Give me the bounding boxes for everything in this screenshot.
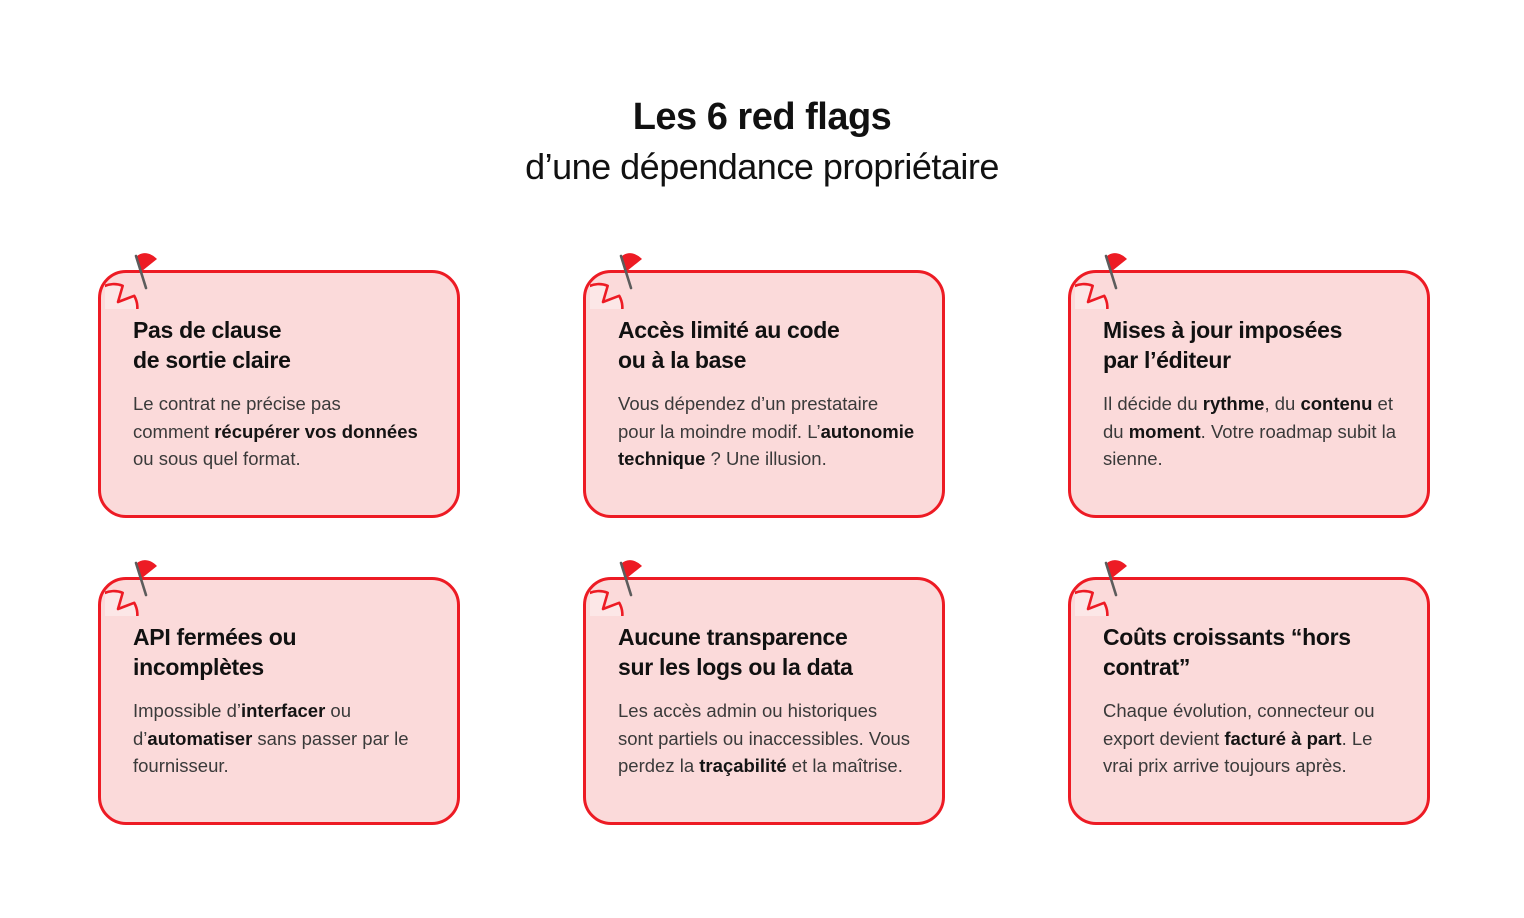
page-header	[0, 92, 1524, 192]
speech-bubble-shape	[105, 591, 137, 616]
card-body: Chaque évolution, connecteur ou export devient facturé à part. Le vrai prix arrive toujours après.	[1103, 700, 1375, 776]
red-flag-icon	[1075, 243, 1141, 309]
card-title: Accès limité au code ou à la base	[618, 317, 840, 373]
card-title: Coûts croissants “hors contrat”	[1103, 624, 1351, 680]
red-flag-card-limited-access	[583, 270, 945, 518]
red-flag-icon	[1075, 550, 1141, 616]
red-flag-card-no-transparency	[583, 577, 945, 825]
red-flag-icon	[105, 550, 171, 616]
card-title: Pas de clause de sortie claire	[133, 317, 291, 373]
red-flag-icon	[105, 243, 171, 309]
card-body: Le contrat ne précise pas comment récupérer vos données ou sous quel format.	[133, 393, 418, 469]
red-flag-card-forced-updates	[1068, 270, 1430, 518]
red-flag-card-no-exit-clause	[98, 270, 460, 518]
speech-bubble-shape	[1075, 591, 1107, 616]
card-body: Impossible d’interfacer ou d’automatiser sans passer par le fournisseur.	[133, 700, 409, 776]
card-body: Les accès admin ou historiques sont partiels ou inaccessibles. Vous perdez la traçabilité et la maîtrise.	[618, 700, 911, 776]
red-flag-icon	[590, 550, 656, 616]
cards-grid	[98, 270, 1430, 825]
speech-bubble-shape	[590, 284, 622, 309]
speech-bubble-shape	[1075, 284, 1107, 309]
speech-bubble-shape	[590, 591, 622, 616]
speech-bubble-shape	[105, 284, 137, 309]
red-flag-card-closed-apis	[98, 577, 460, 825]
card-body: Il décide du rythme, du contenu et du moment. Votre roadmap subit la sienne.	[1103, 393, 1397, 469]
page-title: Les 6 red flags	[632, 96, 892, 138]
red-flag-card-rising-costs	[1068, 577, 1430, 825]
card-body: Vous dépendez d’un prestataire pour la moindre modif. L’autonomie technique ? Une illusion.	[618, 393, 915, 469]
red-flag-icon	[590, 243, 656, 309]
card-title: API fermées ou incomplètes	[133, 624, 297, 680]
page-subtitle: d’une dépendance propriétaire	[525, 146, 999, 187]
card-title: Aucune transparence sur les logs ou la data	[618, 624, 853, 680]
card-title: Mises à jour imposées par l’éditeur	[1103, 317, 1343, 373]
